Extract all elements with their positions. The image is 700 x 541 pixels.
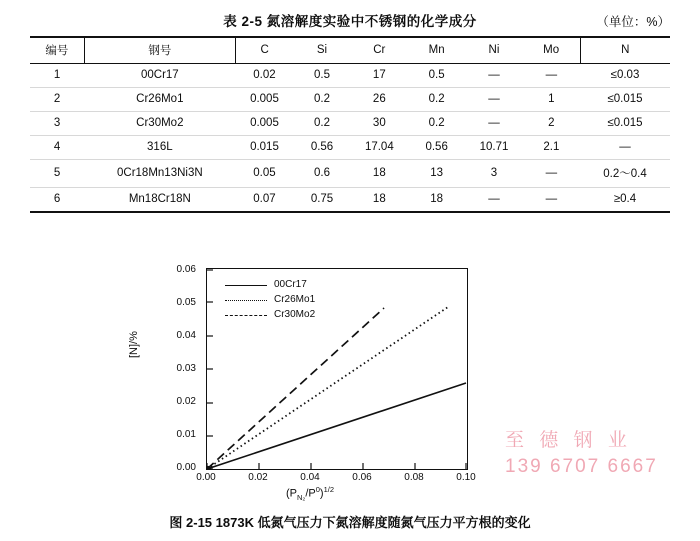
table-row <box>30 64 670 88</box>
th-steel: 钢号 <box>84 37 235 64</box>
x-axis-label-sup0: 0 <box>315 485 320 494</box>
cell-no: 5 <box>30 160 84 188</box>
legend-item-Cr30Mo2 <box>225 307 315 322</box>
cell-no: 3 <box>30 112 84 136</box>
table-row <box>30 112 670 136</box>
cell-steel: 0Cr18Mn13Ni3N <box>84 160 235 188</box>
table-unit-note: （单位：%） <box>596 15 670 29</box>
x-axis-label-sub: N₂ <box>297 492 306 502</box>
cell-n: 0.2～0.4 <box>580 160 670 188</box>
legend-item-00Cr17 <box>225 277 315 292</box>
y-tick-2: 0.02 <box>176 396 196 407</box>
figure-caption: 图 2-15 1873K 低氮气压力下氮溶解度随氮气压力平方根的变化 <box>169 515 531 530</box>
cell-no: 4 <box>30 136 84 160</box>
table-row <box>30 188 670 213</box>
x-tick-2: 0.04 <box>300 472 320 483</box>
cell-cr: 17 <box>351 64 409 88</box>
table-row <box>30 136 670 160</box>
cell-c: 0.005 <box>235 112 293 136</box>
cell-si: 0.75 <box>293 188 350 213</box>
series-line-Cr30Mo2 <box>207 308 384 469</box>
x-axis-label-exp: 1/2 <box>323 485 335 494</box>
th-c: C <box>235 37 293 64</box>
cell-steel: Cr26Mo1 <box>84 88 235 112</box>
chemical-composition-table-block <box>30 10 670 213</box>
x-axis-label-mid: /P <box>305 487 316 500</box>
cell-mo: — <box>523 188 580 213</box>
th-si: Si <box>293 37 350 64</box>
y-tick-6: 0.06 <box>176 264 196 275</box>
cell-mn: 0.2 <box>408 88 465 112</box>
y-axis-label: [N]/% <box>128 331 140 358</box>
x-axis-label-paren: ) <box>319 487 324 500</box>
watermark-line-2: 139 6707 6667 <box>505 456 658 477</box>
x-tick-4: 0.08 <box>404 472 424 483</box>
cell-c: 0.05 <box>235 160 293 188</box>
cell-c: 0.015 <box>235 136 293 160</box>
figure-block <box>0 240 700 540</box>
plot-area <box>206 268 468 470</box>
table-header <box>30 37 670 64</box>
cell-n: ≤0.03 <box>580 64 670 88</box>
x-tick-0: 0.00 <box>196 472 216 483</box>
cell-n: ≥0.4 <box>580 188 670 213</box>
th-cr: Cr <box>351 37 409 64</box>
table-caption: 表 2-5 氮溶解度实验中不锈钢的化学成分 <box>223 14 477 29</box>
x-tick-5: 0.10 <box>456 472 476 483</box>
cell-si: 0.2 <box>293 88 350 112</box>
cell-n: ≤0.015 <box>580 88 670 112</box>
th-mo: Mo <box>523 37 580 64</box>
th-n: N <box>580 37 670 64</box>
cell-mo: — <box>523 160 580 188</box>
cell-cr: 17.04 <box>351 136 409 160</box>
x-tick-1: 0.02 <box>248 472 268 483</box>
y-tick-1: 0.01 <box>176 429 196 440</box>
legend-key-solid-icon <box>225 280 267 290</box>
watermark <box>505 428 658 480</box>
cell-c: 0.07 <box>235 188 293 213</box>
series-line-Cr26Mo1 <box>207 307 448 469</box>
cell-si: 0.56 <box>293 136 350 160</box>
cell-ni: — <box>465 64 523 88</box>
cell-cr: 18 <box>351 188 409 213</box>
cell-steel: 316L <box>84 136 235 160</box>
cell-c: 0.02 <box>235 64 293 88</box>
x-tick-3: 0.06 <box>352 472 372 483</box>
cell-cr: 30 <box>351 112 409 136</box>
y-tick-4: 0.04 <box>176 330 196 341</box>
cell-ni: 10.71 <box>465 136 523 160</box>
legend-label: 00Cr17 <box>274 279 307 290</box>
table-row <box>30 160 670 188</box>
table-header-row <box>30 37 670 64</box>
cell-mn: 0.5 <box>408 64 465 88</box>
cell-ni: — <box>465 88 523 112</box>
th-no: 编号 <box>30 37 84 64</box>
cell-c: 0.005 <box>235 88 293 112</box>
cell-ni: — <box>465 188 523 213</box>
legend-label: Cr26Mo1 <box>274 294 316 305</box>
legend-label: Cr30Mo2 <box>274 309 316 320</box>
cell-mn: 13 <box>408 160 465 188</box>
legend-key-dashed-icon <box>225 310 267 320</box>
cell-steel: 00Cr17 <box>84 64 235 88</box>
table-row <box>30 88 670 112</box>
y-tick-3: 0.03 <box>176 363 196 374</box>
cell-mn: 0.2 <box>408 112 465 136</box>
cell-cr: 26 <box>351 88 409 112</box>
cell-mo: — <box>523 64 580 88</box>
cell-steel: Mn18Cr18N <box>84 188 235 213</box>
cell-ni: — <box>465 112 523 136</box>
cell-ni: 3 <box>465 160 523 188</box>
cell-cr: 18 <box>351 160 409 188</box>
series-line-00Cr17 <box>207 383 466 469</box>
cell-no: 6 <box>30 188 84 213</box>
cell-no: 1 <box>30 64 84 88</box>
cell-si: 0.2 <box>293 112 350 136</box>
legend-item-Cr26Mo1 <box>225 292 315 307</box>
cell-steel: Cr30Mo2 <box>84 112 235 136</box>
y-tick-0: 0.00 <box>176 462 196 473</box>
cell-mo: 2 <box>523 112 580 136</box>
legend-key-dotted-icon <box>225 295 267 305</box>
table-body <box>30 64 670 213</box>
th-mn: Mn <box>408 37 465 64</box>
cell-mo: 1 <box>523 88 580 112</box>
cell-mo: 2.1 <box>523 136 580 160</box>
legend <box>225 277 315 322</box>
x-axis-label <box>286 485 334 502</box>
cell-si: 0.5 <box>293 64 350 88</box>
th-ni: Ni <box>465 37 523 64</box>
x-axis-label-main: (P <box>286 487 297 500</box>
chemical-composition-table <box>30 36 670 213</box>
y-tick-5: 0.05 <box>176 297 196 308</box>
cell-no: 2 <box>30 88 84 112</box>
cell-n: ≤0.015 <box>580 112 670 136</box>
watermark-line-1: 至 德 钢 业 <box>505 430 632 451</box>
cell-n: — <box>580 136 670 160</box>
cell-si: 0.6 <box>293 160 350 188</box>
cell-mn: 18 <box>408 188 465 213</box>
cell-mn: 0.56 <box>408 136 465 160</box>
